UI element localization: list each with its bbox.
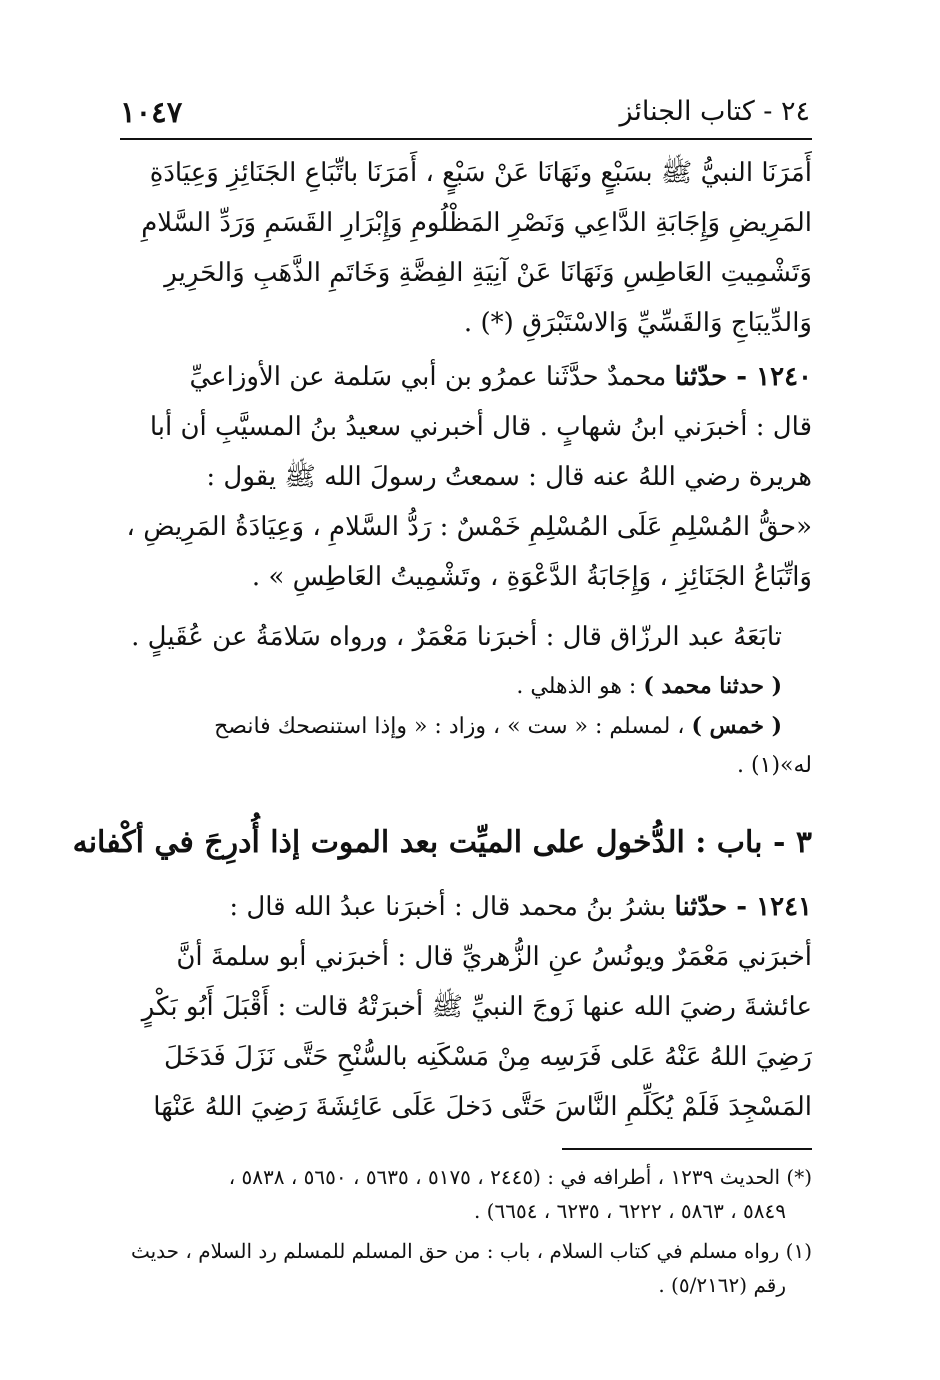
commentary bbox=[122, 666, 812, 786]
text-line: عائشةَ رضيَ الله عنها زَوجَ النبيِّ ﷺ أخبرَتْهُ قالت : أَقْبَلَ أَبُو بَكْرٍ bbox=[141, 992, 812, 1022]
hadith-text: بشرُ بنُ محمد قال : أخبرَنا عبدُ الله قال : bbox=[229, 892, 667, 922]
footnote-line: (١) رواه مسلم في كتاب السلام ، باب : من حق المسلم للمسلم رد السلام ، حديث bbox=[130, 1239, 812, 1263]
text-line: وَاتِّبَاعُ الجَنَائِزِ ، وَإِجَابَةُ الدَّعْوَةِ ، وتَشْمِيتُ العَاطِسِ » . bbox=[251, 562, 812, 592]
hadith-1241 bbox=[122, 882, 812, 1132]
text-line: «حقُّ المُسْلِمِ عَلَى المُسْلِمِ خَمْسٌ : رَدُّ السَّلامِ ، وَعِيَادَةُ المَرِيضِ ، bbox=[126, 512, 812, 542]
mutaba-note bbox=[122, 612, 782, 662]
text-line: المَسْجِدَ فَلَمْ يُكَلِّمِ النَّاسَ حَتَّى دَخلَ عَلَى عَائِشَةَ رَضِيَ اللهُ عَنْهَا bbox=[153, 1092, 812, 1122]
text-line: هريرة رضي اللهُ عنه قال : سمعتُ رسولَ الله ﷺ يقول : bbox=[206, 462, 812, 492]
hadith-number: ١٢٤١ - حدّثنا bbox=[674, 892, 812, 922]
commentary-line: له»(١) . bbox=[737, 753, 812, 778]
page-header bbox=[120, 92, 810, 132]
hadith-number: ١٢٤٠ - حدّثنا bbox=[674, 362, 812, 392]
text-line: المَرِيضِ وَإِجَابَةِ الدَّاعِي وَنَصْرِ المَظْلُومِ وَإِبْرَارِ القَسَمِ وَرَدِّ السَّلامِ bbox=[141, 208, 812, 238]
footnote-line: (*) الحديث ١٢٣٩ ، أطرافه في : (٢٤٤٥ ، ٥١٧٥ ، ٥٦٣٥ ، ٥٦٥٠ ، ٥٨٣٨ ، bbox=[228, 1165, 812, 1189]
text-line: تابَعَهُ عبد الرزّاق قال : أخبرَنا مَعْمَرٌ ، ورواه سَلامَةُ عن عُقَيلٍ . bbox=[131, 622, 782, 652]
hadith-first-line bbox=[122, 882, 812, 932]
text-line: وَتَشْمِيتِ العَاطِسِ وَنَهَانَا عَنْ آنِيَةِ الفِضَّةِ وَخَاتَمِ الذَّهَبِ وَالحَرِيرِ bbox=[164, 258, 812, 288]
chapter-running-title: ٢٤ - كتاب الجنائز bbox=[619, 96, 810, 127]
footnote-line: رقم (٥/٢١٦٢) . bbox=[658, 1273, 786, 1297]
commentary-line: ( خمس ) ، لمسلم : « ست » ، وزاد : « وإذا استنصحك فانصح bbox=[214, 713, 782, 739]
commentary-term: ( حدثنا محمد ) bbox=[643, 673, 782, 699]
footnote-rule bbox=[562, 1148, 812, 1150]
continuation-text bbox=[122, 148, 812, 348]
hadith-1240 bbox=[122, 352, 812, 602]
header-rule bbox=[120, 138, 812, 140]
text-line: أَمَرَنَا النبيُّ ﷺ بسَبْعٍ ونَهَانَا عَنْ سَبْعٍ ، أَمَرَنَا باتِّبَاعِ الجَنَائِزِ وَعِيَادَةِ bbox=[149, 158, 812, 188]
footnotes bbox=[122, 1160, 812, 1302]
page-number: ١٠٤٧ bbox=[120, 95, 183, 129]
hadith-first-line bbox=[122, 352, 812, 402]
commentary-term: ( خمس ) bbox=[691, 713, 782, 739]
text-line: أخبرَني مَعْمَرٌ ويونُسُ عنِ الزُّهريِّ قال : أخبرَني أبو سلمةَ أنَّ bbox=[176, 942, 812, 972]
text-line: وَالدِّيبَاجِ وَالقَسِّيِّ وَالاسْتَبْرَقِ (*) . bbox=[463, 308, 812, 338]
hadith-text: محمدٌ حدَّثَنا عمرُو بن أبي سَلمة عن الأوزاعيِّ bbox=[189, 362, 667, 392]
footnote-line: ٥٨٤٩ ، ٥٨٦٣ ، ٦٢٢٢ ، ٦٢٣٥ ، ٦٦٥٤) . bbox=[473, 1199, 786, 1223]
text-line: رَضِيَ اللهُ عَنْهُ عَلى فَرَسِه مِنْ مَسْكَنِه بالسُّنْحِ حَتَّى نَزَلَ فَدَخَلَ bbox=[163, 1042, 812, 1072]
text-line: قال : أخبرَني ابنُ شهابٍ . قال أخبرني سعيدُ بنُ المسيَّبِ أن أبا bbox=[149, 412, 812, 442]
commentary-line: ( حدثنا محمد ) : هو الذهلي . bbox=[516, 673, 782, 699]
chapter-heading: ٣ - باب : الدُّخول على الميِّت بعد الموت إذا أُدرِجَ في أكْفانه bbox=[72, 825, 812, 860]
